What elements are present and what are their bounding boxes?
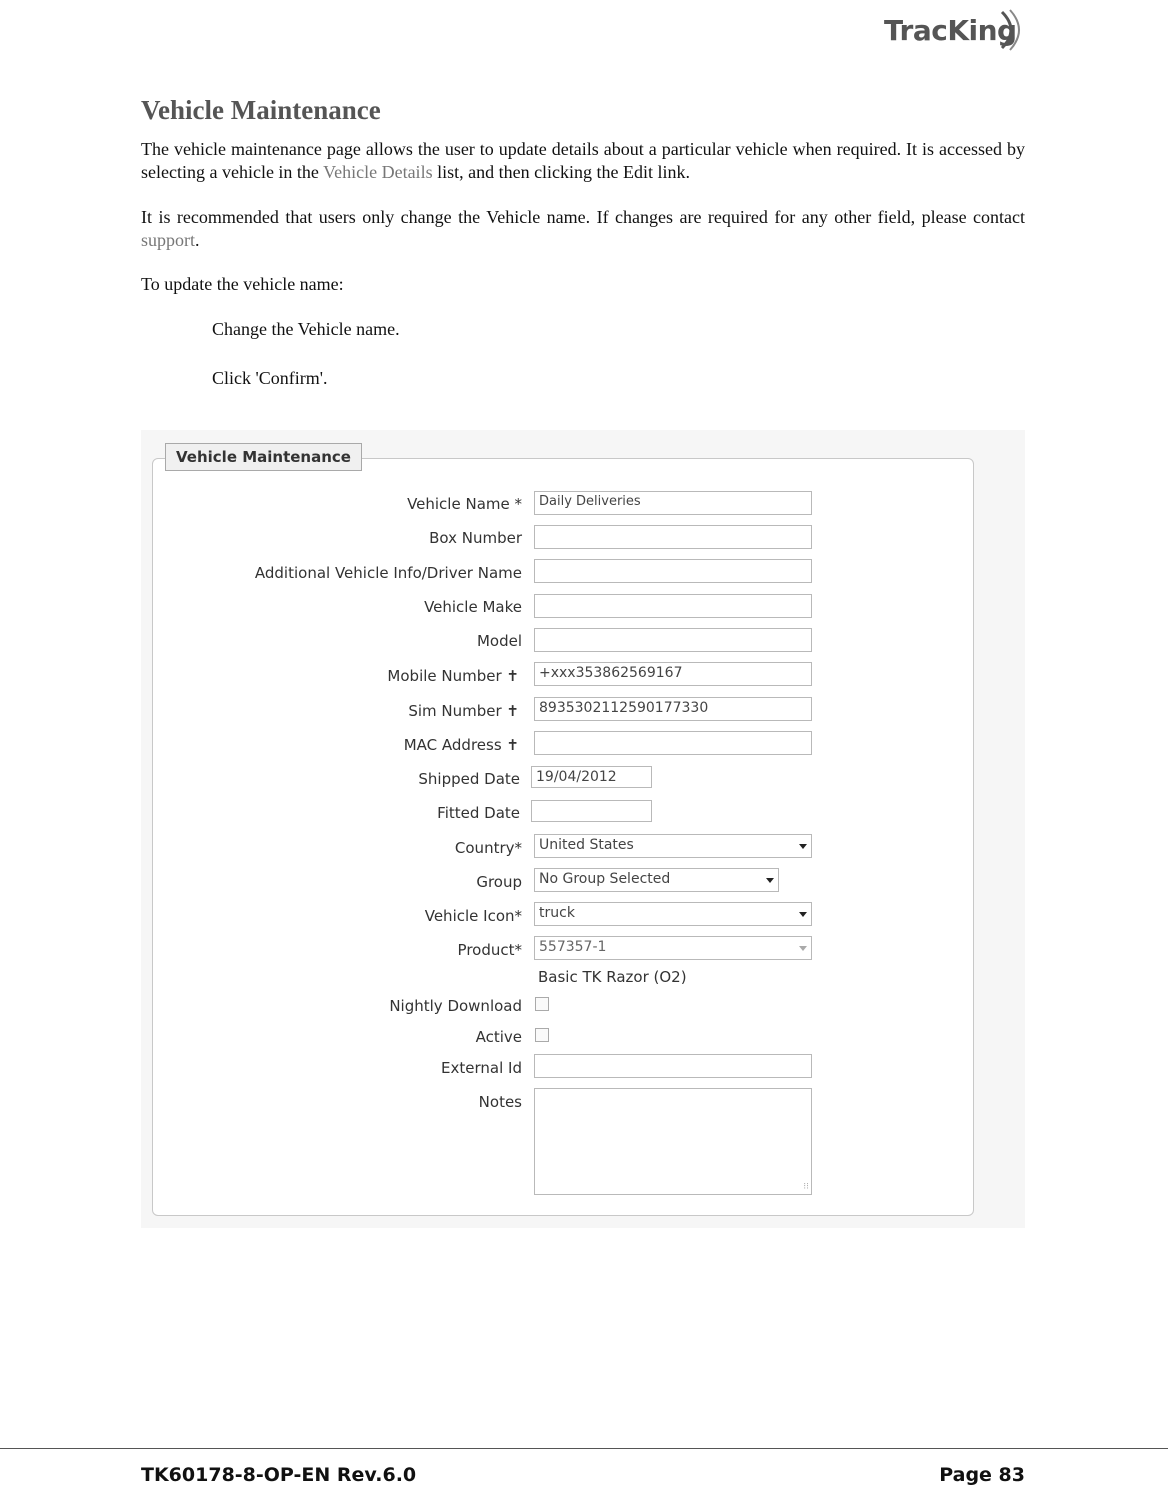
recommendation-end: .	[195, 229, 200, 250]
model-input[interactable]	[534, 628, 812, 652]
footer-divider	[0, 1448, 1168, 1449]
fitted-date-label: Fitted Date	[437, 804, 520, 822]
external-id-label: External Id	[441, 1059, 522, 1077]
mobile-number-input[interactable]: +xxx353862569167	[534, 662, 812, 686]
mac-address-input[interactable]	[534, 731, 812, 755]
model-label: Model	[476, 632, 522, 650]
active-checkbox[interactable]	[535, 1028, 549, 1042]
group-label: Group	[476, 873, 522, 891]
notes-label: Notes	[478, 1093, 522, 1111]
document-id: TK60178-8-OP-EN Rev.6.0	[141, 1464, 417, 1486]
resize-handle-icon[interactable]: ⁝⁝	[803, 1182, 809, 1192]
vehicle-icon-selected-value: truck	[539, 905, 575, 921]
vehicle-make-input[interactable]	[534, 594, 812, 618]
additional-info-label: Additional Vehicle Info/Driver Name	[254, 564, 522, 582]
instructions-intro: To update the vehicle name:	[141, 274, 344, 294]
shipped-date-label: Shipped Date	[418, 770, 520, 788]
box-number-input[interactable]	[534, 525, 812, 549]
country-selected-value: United States	[539, 837, 634, 853]
nightly-download-checkbox[interactable]	[535, 997, 549, 1011]
fitted-date-input[interactable]	[531, 800, 652, 822]
mobile-number-label: Mobile Number ✝	[387, 667, 519, 685]
group-selected-value: No Group Selected	[539, 871, 671, 887]
step-2: Click 'Confirm'.	[212, 368, 328, 388]
product-description: Basic TK Razor (O2)	[538, 968, 687, 986]
sim-number-label: Sim Number ✝	[408, 702, 519, 720]
product-label: Product*	[457, 941, 522, 959]
mac-address-label: MAC Address ✝	[403, 736, 519, 754]
tracking-logo	[880, 6, 1030, 52]
signal-arc-icon	[998, 8, 1026, 52]
recommendation-paragraph	[141, 206, 1025, 251]
vehicle-name-label: Vehicle Name *	[407, 495, 522, 513]
vehicle-details-link[interactable]: Vehicle Details	[323, 161, 433, 182]
logo-text: TracKing	[884, 14, 1017, 47]
form-screenshot	[141, 430, 1025, 1228]
box-number-label: Box Number	[429, 529, 522, 547]
shipped-date-input[interactable]: 19/04/2012	[531, 766, 652, 788]
step-1: Change the Vehicle name.	[212, 319, 400, 339]
support-link[interactable]: support	[141, 229, 195, 250]
notes-textarea[interactable]	[534, 1088, 812, 1195]
intro-paragraph	[141, 138, 1025, 183]
product-select[interactable]	[534, 936, 812, 960]
vehicle-icon-select[interactable]	[534, 902, 812, 926]
chevron-down-icon	[766, 878, 774, 883]
page-number: Page 83	[939, 1464, 1025, 1486]
chevron-down-icon	[799, 844, 807, 849]
external-id-input[interactable]	[534, 1054, 812, 1078]
country-select[interactable]	[534, 834, 812, 858]
group-select[interactable]	[534, 868, 779, 892]
chevron-down-icon	[799, 946, 807, 951]
vehicle-icon-label: Vehicle Icon*	[424, 907, 522, 925]
sim-number-input[interactable]: 8935302112590177330	[534, 697, 812, 721]
product-selected-value: 557357-1	[539, 939, 607, 955]
country-label: Country*	[454, 839, 522, 857]
recommendation-text: It is recommended that users only change the Vehicle name. If changes are required for any other field, please contact	[141, 207, 1025, 227]
additional-info-input[interactable]	[534, 559, 812, 583]
page-title: Vehicle Maintenance	[141, 95, 381, 125]
intro-text-end: list, and then clicking the Edit link.	[432, 161, 691, 182]
fieldset-legend: Vehicle Maintenance	[165, 443, 362, 471]
active-label: Active	[475, 1028, 522, 1046]
vehicle-make-label: Vehicle Make	[424, 598, 522, 616]
intro-text-start: The vehicle maintenance page allows the user to update details about a particular vehicle when required. It is accessed by selecting a vehicle in the	[141, 139, 1025, 182]
chevron-down-icon	[799, 912, 807, 917]
nightly-download-label: Nightly Download	[389, 997, 522, 1015]
vehicle-name-input[interactable]: Daily Deliveries	[534, 491, 812, 515]
